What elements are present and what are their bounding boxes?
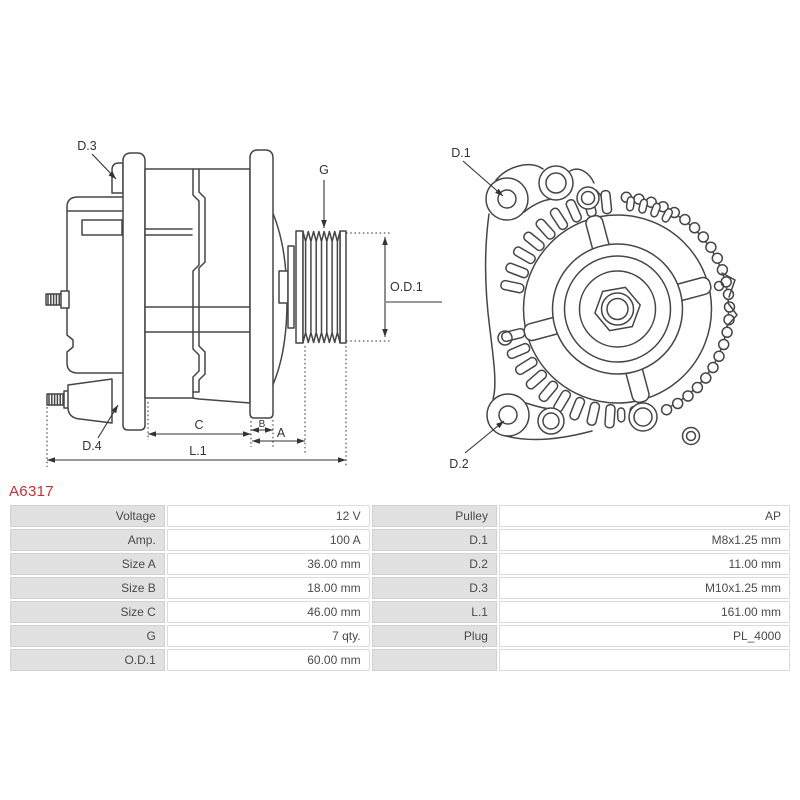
- spec-label-cell: Plug: [372, 625, 497, 647]
- spec-label-cell: Voltage: [10, 505, 165, 527]
- pulley-flange-right: [340, 231, 346, 343]
- label-b: B: [258, 419, 266, 430]
- spec-label-cell: Pulley: [372, 505, 497, 527]
- rear-bracket-plate: [123, 153, 145, 430]
- label-d3: D.3: [77, 139, 97, 153]
- spec-value-cell: 18.00 mm: [167, 577, 370, 599]
- spec-value-cell: 100 A: [167, 529, 370, 551]
- spec-label-cell: [372, 649, 497, 671]
- spec-table: [8, 503, 792, 673]
- spec-row: [10, 553, 790, 575]
- spec-row: [10, 577, 790, 599]
- upper-ear: [112, 163, 123, 193]
- shaft: [279, 271, 288, 303]
- spec-label-cell: Size C: [10, 601, 165, 623]
- spec-row: [10, 505, 790, 527]
- side-view-drawing: [46, 150, 346, 430]
- spec-value-cell: 12 V: [167, 505, 370, 527]
- spec-row: [10, 601, 790, 623]
- spec-value-cell: 11.00 mm: [499, 553, 790, 575]
- spec-value-cell: PL_4000: [499, 625, 790, 647]
- label-d1: D.1: [451, 146, 471, 160]
- shaft-spacer: [288, 246, 294, 328]
- spec-value-cell: 36.00 mm: [167, 553, 370, 575]
- spec-label-cell: Size A: [10, 553, 165, 575]
- front-view-drawing: [486, 165, 737, 445]
- label-c: C: [194, 418, 204, 432]
- spec-label-cell: D.2: [372, 553, 497, 575]
- bracket-left-edge: [486, 214, 495, 399]
- spec-row: [10, 625, 790, 647]
- spec-label-cell: D.1: [372, 529, 497, 551]
- spec-label-cell: O.D.1: [10, 649, 165, 671]
- pulley-flange-left: [296, 231, 303, 343]
- vent-slot: [82, 220, 122, 235]
- label-od1: O.D.1: [390, 280, 423, 294]
- mount-boss-top: [486, 178, 528, 220]
- lower-lug: [68, 379, 112, 423]
- label-d2: D.2: [449, 457, 469, 471]
- spec-label-cell: D.3: [372, 577, 497, 599]
- spec-value-cell: AP: [499, 505, 790, 527]
- spec-row: [10, 529, 790, 551]
- label-a: A: [276, 426, 286, 440]
- spec-label-cell: Size B: [10, 577, 165, 599]
- spec-value-cell: 7 qty.: [167, 625, 370, 647]
- label-d4: D.4: [82, 439, 102, 453]
- spec-value-cell: M10x1.25 mm: [499, 577, 790, 599]
- spec-value-cell: [499, 649, 790, 671]
- spec-value-cell: 46.00 mm: [167, 601, 370, 623]
- spec-row: [10, 649, 790, 671]
- spec-label-cell: G: [10, 625, 165, 647]
- label-l1: L.1: [189, 444, 207, 458]
- part-number[interactable]: A6317: [9, 483, 54, 500]
- stator-body: [145, 169, 250, 403]
- stud-threads: [48, 294, 63, 405]
- spec-label-cell: L.1: [372, 601, 497, 623]
- front-bracket-plate: [250, 150, 273, 418]
- spec-value-cell: M8x1.25 mm: [499, 529, 790, 551]
- pulley-grooves: [303, 232, 340, 343]
- label-g: G: [319, 163, 329, 177]
- spec-value-cell: 161.00 mm: [499, 601, 790, 623]
- spec-label-cell: Amp.: [10, 529, 165, 551]
- spec-value-cell: 60.00 mm: [167, 649, 370, 671]
